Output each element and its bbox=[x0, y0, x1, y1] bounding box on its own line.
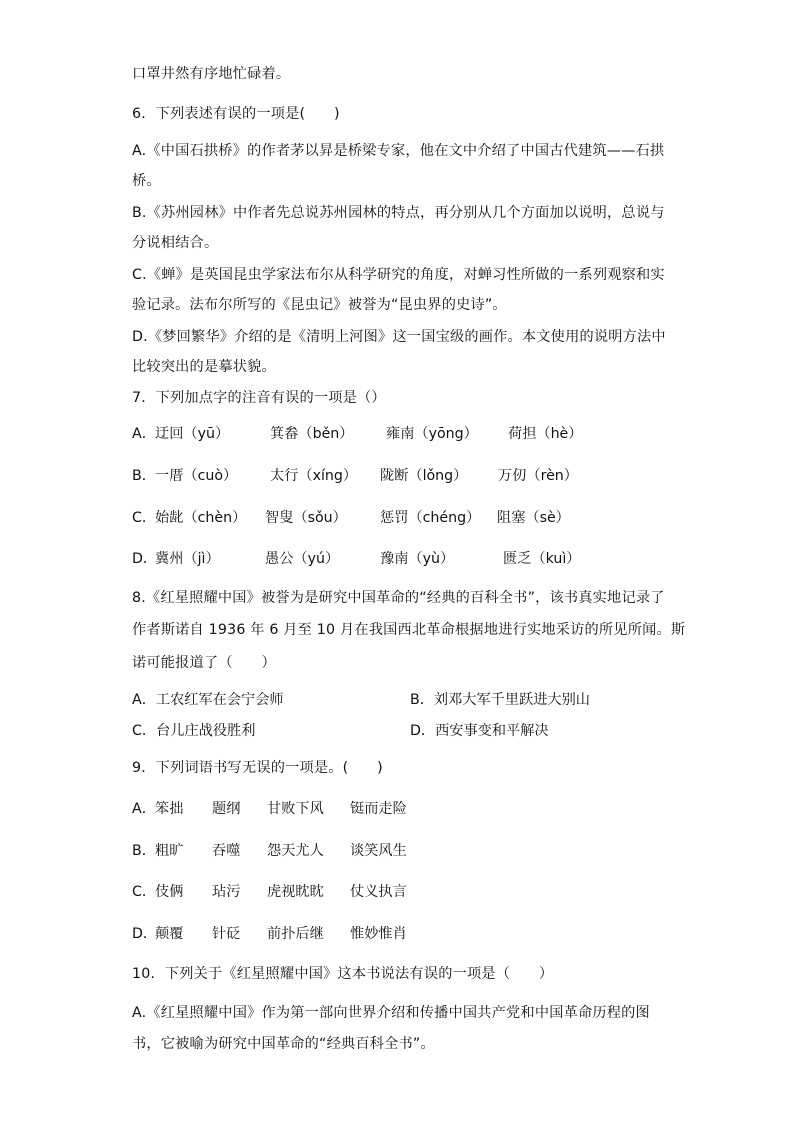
option-item: 一厝（cuò） bbox=[155, 468, 238, 484]
question-6-stem: 6．下列表述有误的一项是( ) bbox=[132, 106, 340, 122]
option-item: 题纲 bbox=[212, 801, 241, 817]
option-letter: B． bbox=[132, 468, 156, 484]
option-item: 智叟（sǒu） bbox=[265, 510, 347, 526]
text-line: 口罩井然有序地忙碌着。 bbox=[132, 66, 291, 82]
text-line: 桥。 bbox=[132, 173, 161, 189]
question-8-option-c: C．台儿庄战役胜利 bbox=[132, 723, 256, 739]
option-item: 怨天尤人 bbox=[267, 843, 324, 859]
option-letter: C． bbox=[132, 510, 157, 526]
question-7-stem: 7．下列加点字的注音有误的一项是（） bbox=[132, 390, 386, 406]
text-line: 验记录。法布尔所写的《昆虫记》被誉为“昆虫界的史诗”。 bbox=[132, 297, 507, 313]
option-item: 粗旷 bbox=[155, 843, 184, 859]
option-item: 颠覆 bbox=[155, 926, 184, 942]
option-item: 笨拙 bbox=[155, 801, 184, 817]
question-8-option-b: B．刘邓大军千里跃进大别山 bbox=[410, 692, 590, 708]
question-6-option-a: A.《中国石拱桥》的作者茅以昇是桥梁专家，他在文中介绍了中国古代建筑——石拱 bbox=[132, 143, 665, 159]
option-item: 前扑后继 bbox=[267, 926, 324, 942]
option-item: 铤而走险 bbox=[350, 801, 407, 817]
text-line: 比较突出的是摹状貌。 bbox=[132, 359, 276, 375]
option-item: 冀州（jì） bbox=[155, 551, 220, 567]
option-item: 始龀（chèn） bbox=[155, 510, 247, 526]
text-line: 诺可能报道了（ ） bbox=[132, 655, 276, 671]
question-8-option-a: A．工农红军在会宁会师 bbox=[132, 692, 284, 708]
option-item: 阻塞（sè） bbox=[497, 510, 570, 526]
question-6-option-d: D.《梦回繁华》介绍的是《清明上河图》这一国宝级的画作。本文使用的说明方法中 bbox=[132, 329, 666, 345]
option-item: 仗义执言 bbox=[350, 884, 407, 900]
option-item: 匮乏（kuì） bbox=[503, 551, 581, 567]
question-10-option-a: A.《红星照耀中国》作为第一部向世界介绍和传播中国共产党和中国革命历程的图 bbox=[132, 1005, 650, 1021]
question-8-option-d: D．西安事变和平解决 bbox=[410, 723, 549, 739]
question-8-stem: 8.《红星照耀中国》被誉为是研究中国革命的“经典的百科全书”，该书真实地记录了 bbox=[132, 590, 665, 606]
option-item: 针砭 bbox=[212, 926, 241, 942]
option-letter: D． bbox=[132, 551, 158, 567]
option-item: 惟妙惟肖 bbox=[350, 926, 407, 942]
option-letter: C． bbox=[132, 884, 157, 900]
option-item: 虎视眈眈 bbox=[267, 884, 324, 900]
option-item: 箕畚（běn） bbox=[270, 426, 354, 442]
option-item: 陇断（lǒng） bbox=[380, 468, 468, 484]
text-line: 作者斯诺自 1936 年 6 月至 10 月在我国西北革命根据地进行实地采访的所见所闻。斯 bbox=[132, 622, 686, 638]
option-item: 愚公（yú） bbox=[265, 551, 340, 567]
option-item: 甘败下风 bbox=[267, 801, 324, 817]
option-letter: A． bbox=[132, 426, 156, 442]
option-letter: B． bbox=[132, 843, 156, 859]
option-item: 雍南（yōng） bbox=[386, 426, 478, 442]
text-line: 书，它被喻为研究中国革命的“经典百科全书”。 bbox=[132, 1036, 435, 1052]
option-item: 惩罚（chéng） bbox=[380, 510, 481, 526]
option-letter: A． bbox=[132, 801, 156, 817]
option-item: 吞噬 bbox=[212, 843, 241, 859]
question-6-option-b: B.《苏州园林》中作者先总说苏州园林的特点，再分别从几个方面加以说明，总说与 bbox=[132, 205, 665, 221]
option-item: 荷担（hè） bbox=[508, 426, 583, 442]
option-item: 豫南（yù） bbox=[380, 551, 455, 567]
question-10-stem: 10．下列关于《红星照耀中国》这本书说法有误的一项是（ ） bbox=[132, 966, 554, 982]
question-9-stem: 9．下列词语书写无误的一项是。( ) bbox=[132, 760, 383, 776]
option-item: 伎俩 bbox=[155, 884, 184, 900]
option-item: 迂回（yū） bbox=[155, 426, 230, 442]
option-item: 谈笑风生 bbox=[350, 843, 407, 859]
option-item: 太行（xíng） bbox=[270, 468, 358, 484]
option-item: 玷污 bbox=[212, 884, 241, 900]
option-letter: D． bbox=[132, 926, 158, 942]
option-item: 万仞（rèn） bbox=[498, 468, 578, 484]
question-6-option-c: C.《蝉》是英国昆虫学家法布尔从科学研究的角度，对蝉习性所做的一系列观察和实 bbox=[132, 267, 665, 283]
text-line: 分说相结合。 bbox=[132, 235, 219, 251]
